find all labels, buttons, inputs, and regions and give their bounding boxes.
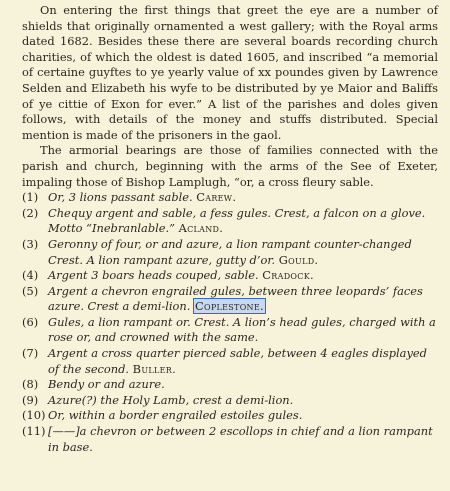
- blazon-text: Or, 3 lions passant sable.: [48, 190, 193, 205]
- shield-list: [22, 190, 438, 455]
- blazon-text: Argent a cross quarter pierced sable, between 4 eagles displayed of the second.: [48, 346, 427, 376]
- family-name: Cradock.: [262, 268, 314, 283]
- list-item: [22, 284, 438, 315]
- list-item: [22, 424, 438, 455]
- family-name: Gould.: [278, 252, 319, 267]
- blazon-text: Azure(?) the Holy Lamb, crest a demi-lion.: [48, 392, 294, 407]
- family-name: Carew.: [196, 190, 237, 205]
- blazon-text: Geronny of four, or and azure, a lion rampant counter-changed Crest. A lion rampant azure, gutty d’or.: [48, 236, 412, 267]
- entry-number: (11): [22, 424, 46, 439]
- entry-number: (1): [22, 190, 39, 205]
- list-item: [22, 408, 438, 424]
- entry-number: (10): [22, 408, 46, 423]
- list-item: [22, 315, 438, 346]
- list-item: [22, 237, 438, 268]
- entry-number: (4): [22, 268, 39, 283]
- family-name-highlighted[interactable]: Coplestone.: [194, 299, 264, 314]
- entry-number: (7): [22, 346, 39, 361]
- entry-number: (6): [22, 314, 39, 329]
- paragraph-intro: On entering the first things that greet the eye are a number of shields that originally ornamented a west gallery; with the Royal arms dated 1682. Besides these there are several boards recording church charities, of which the oldest is dated 1605, and inscribed “a memorial of certaine guyftes to ye yearly value of xx poundes given by Lawrence Selden and Elizabeth his wyfe to be distributed by ye Maior and Baliffs of ye cittie of Exon for ever.” A list of the parishes and doles given follows, with details of the money and stuffs distributed. Special mention is made of the prisoners in the gaol.: [22, 3, 438, 142]
- blazon-text: Bendy or and azure.: [48, 377, 165, 392]
- blazon-text: Gules, a lion rampant or. Crest. A lion’s head gules, charged with a rose or, and crowned with the same.: [48, 314, 436, 345]
- blazon-text: [——]a chevron or between 2 escollops in chief and a lion rampant in base.: [48, 424, 433, 454]
- list-item: [22, 377, 438, 393]
- list-item: [22, 190, 438, 206]
- blazon-text: Argent 3 boars heads couped, sable.: [48, 268, 259, 283]
- entry-number: (9): [22, 392, 39, 407]
- family-name: Acland.: [178, 221, 224, 236]
- blazon-text: Chequy argent and sable, a fess gules. Crest, a falcon on a glove. Motto “Inebranlable.”: [48, 205, 426, 236]
- list-item: [22, 268, 438, 284]
- entry-number: (8): [22, 377, 39, 392]
- list-item: [22, 206, 438, 237]
- entry-number: (5): [22, 283, 39, 298]
- list-item: [22, 393, 438, 409]
- list-item: [22, 346, 438, 377]
- entry-number: (3): [22, 236, 39, 251]
- blazon-text: Argent a chevron engrailed gules, between three leopards’ faces azure. Crest a demi-lion.: [48, 283, 423, 314]
- entry-number: (2): [22, 205, 39, 220]
- blazon-text: Or, within a border engrailed estoiles gules.: [48, 408, 303, 423]
- family-name: Buller.: [132, 361, 176, 376]
- paragraph-armorial: The armorial bearings are those of families connected with the parish and church, beginning with the arms of the See of Exeter, impaling those of Bishop Lamplugh, “or, a cross fleury sable.: [22, 143, 438, 189]
